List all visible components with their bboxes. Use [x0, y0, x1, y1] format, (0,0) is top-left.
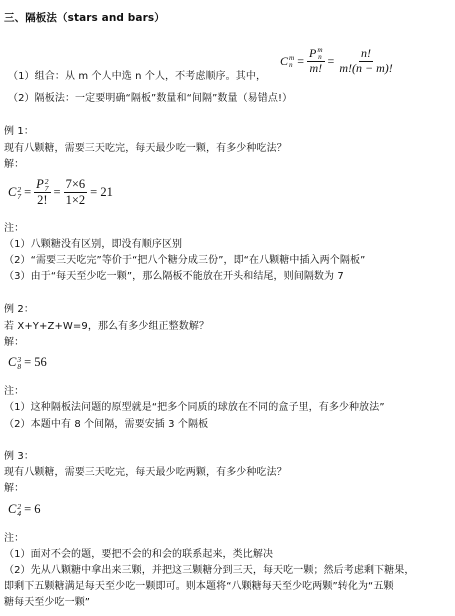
formula-fraction-2: $\frac{n!}{m!(n - m)!}$	[339, 46, 393, 75]
intro-item-1: （1）组合：从 m 个人中选 n 个人，不考虑顺序。其中，	[8, 71, 267, 82]
example1-label: 例 1：	[4, 126, 34, 137]
example2-formula: C 3 8 = 56	[8, 355, 47, 372]
example2-note-2: （2）本题中有 8 个间隔，需要安插 3 个隔板	[4, 419, 209, 430]
combination-formula: C m n = P m n m! = $\frac{n!}{m!(n - m)!}$	[280, 46, 393, 76]
example2-label: 例 2：	[4, 304, 34, 315]
example3-note-3: 即剩下五颗糖满足每天至少吃一颗即可。则本题将“八颗糖每天至少吃两颗”转化为“五颗	[4, 581, 394, 592]
example1-note-1: （1）八颗糖没有区别，即没有顺序区别	[4, 239, 183, 250]
intro-item-2: （2）隔板法：一定要明确“隔板”数量和“间隔”数量（易错点!）	[8, 93, 293, 104]
example3-note-label: 注：	[4, 533, 25, 544]
formula-fraction-1: P m n m!	[309, 46, 323, 76]
example1-question: 现有八颗糖，需要三天吃完，每天最少吃一颗，有多少种吃法？	[4, 143, 287, 154]
example3-note-4: 糖每天至少吃一颗”	[4, 597, 91, 608]
example2-question: 若 X+Y+Z+W=9，那么有多少组正整数解？	[4, 321, 210, 332]
example3-note-1: （1）面对不会的题，要把不会的和会的联系起来，类比解决	[4, 549, 274, 560]
example3-formula: C 2 4 = 6	[8, 502, 41, 519]
example3-note-2: （2）先从八颗糖中拿出来三颗，并把这三颗糖分到三天，每天吃一颗；然后考虑剩下糖果，	[4, 565, 415, 576]
example2-note-1: （1）这种隔板法问题的原型就是“把多个同质的球放在不同的盒子里，有多少种放法”	[4, 402, 385, 413]
section-title: 三、隔板法（stars and bars）	[4, 12, 165, 24]
example1-answer-label: 解：	[4, 159, 25, 170]
example1-formula: C 2 7 = P 2 7 2! = $\frac{7\times 6}{1\times 2}$ = 21	[8, 177, 113, 208]
example1-note-2: （2）“需要三天吃完”等价于“把八个糖分成三份”，即“在八颗糖中插入两个隔板”	[4, 255, 366, 266]
example1-note-3: （3）由于“每天至少吃一颗”，那么隔板不能放在开头和结尾，则间隔数为 7	[4, 271, 344, 282]
example1-note-label: 注：	[4, 223, 25, 234]
formula-lhs: C m n	[280, 53, 295, 70]
example3-label: 例 3：	[4, 451, 34, 462]
example2-answer-label: 解：	[4, 337, 25, 348]
example3-question: 现有八颗糖，需要三天吃完，每天最少吃两颗，有多少种吃法？	[4, 467, 287, 478]
example3-answer-label: 解：	[4, 483, 25, 494]
example2-note-label: 注：	[4, 386, 25, 397]
